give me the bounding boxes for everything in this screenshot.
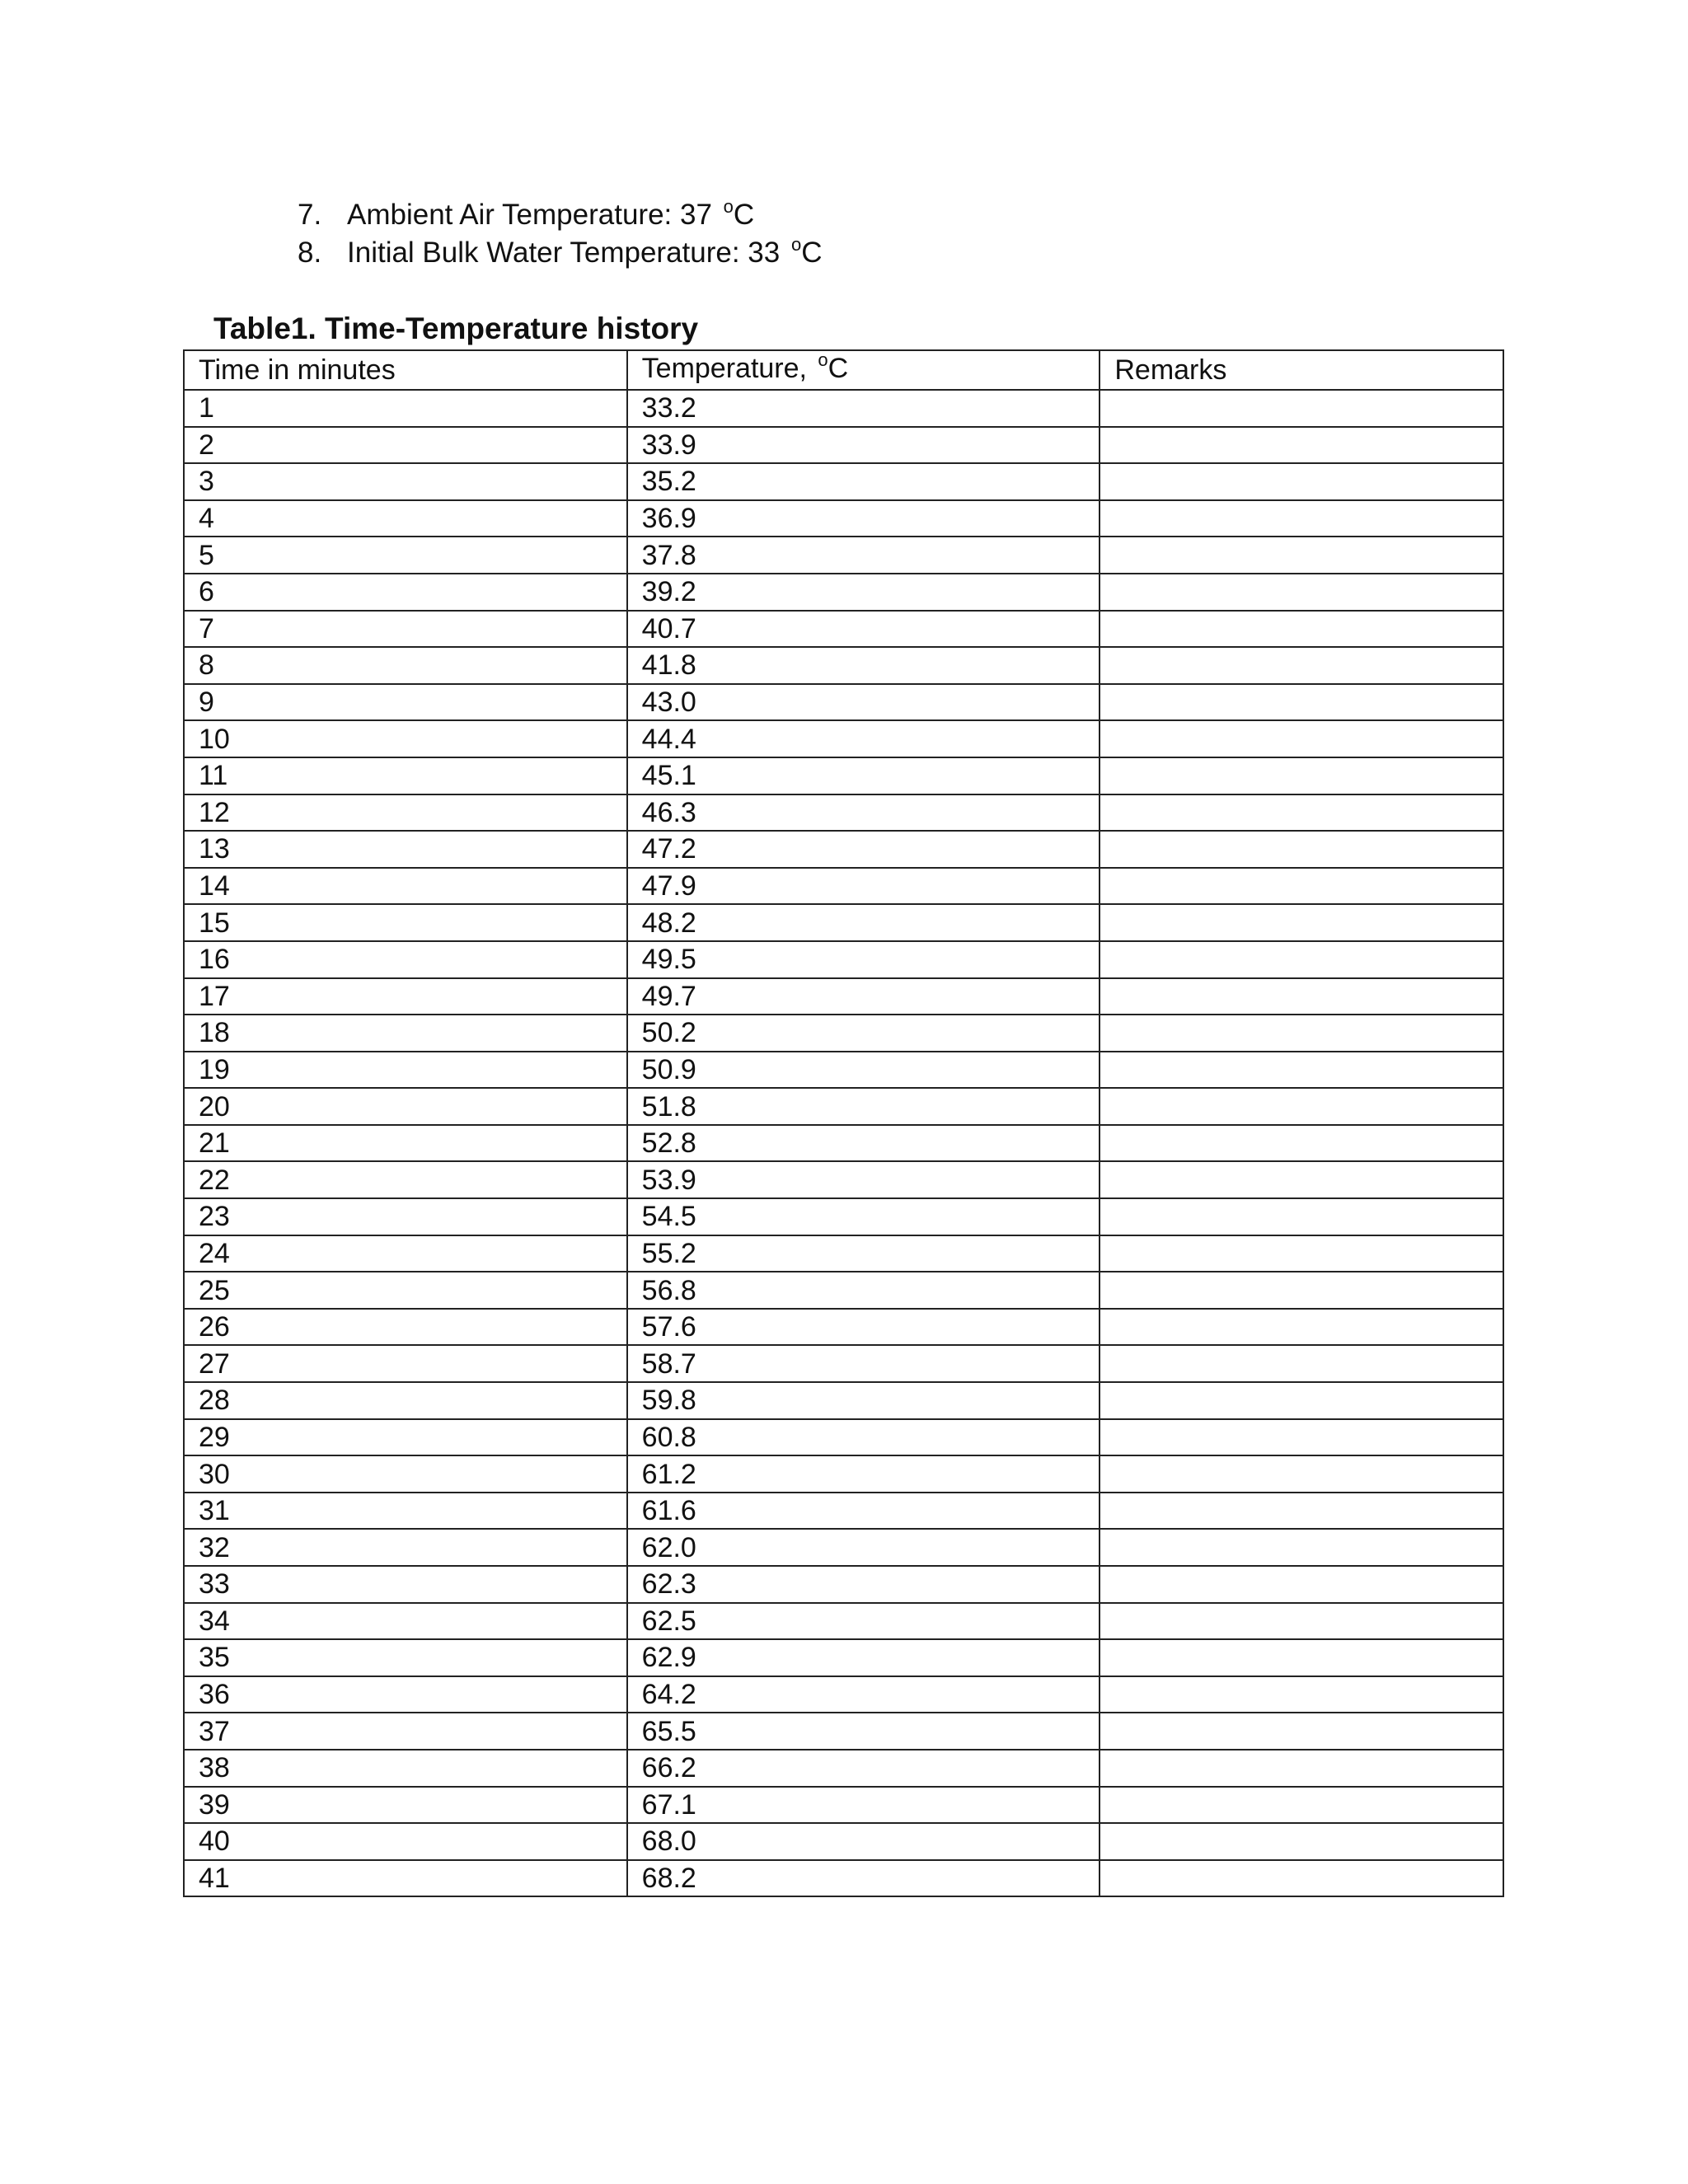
table-row — [184, 1052, 1503, 1089]
time-cell: 10 — [184, 720, 627, 757]
time-cell: 36 — [184, 1676, 627, 1713]
temperature-cell: 53.9 — [627, 1161, 1100, 1198]
table-row — [184, 1161, 1503, 1198]
table-row — [184, 1455, 1503, 1493]
temperature-cell: 61.2 — [627, 1455, 1100, 1493]
time-cell: 21 — [184, 1125, 627, 1162]
table-row — [184, 978, 1503, 1015]
remarks-cell — [1100, 941, 1503, 978]
temperature-cell: 55.2 — [627, 1235, 1100, 1272]
time-cell: 13 — [184, 831, 627, 868]
remarks-cell — [1100, 1382, 1503, 1419]
time-cell: 1 — [184, 390, 627, 427]
table-row — [184, 611, 1503, 648]
list-text-main: Initial Bulk Water Temperature: 33 — [347, 237, 788, 269]
table-row — [184, 1823, 1503, 1860]
table-row — [184, 831, 1503, 868]
remarks-cell — [1100, 1603, 1503, 1640]
temperature-cell: 68.2 — [627, 1860, 1100, 1897]
time-cell: 5 — [184, 537, 627, 574]
remarks-cell — [1100, 1272, 1503, 1309]
time-cell: 12 — [184, 794, 627, 832]
remarks-cell — [1100, 1345, 1503, 1382]
temperature-cell: 44.4 — [627, 720, 1100, 757]
time-cell: 38 — [184, 1750, 627, 1787]
time-cell: 33 — [184, 1566, 627, 1603]
temperature-cell: 68.0 — [627, 1823, 1100, 1860]
remarks-cell — [1100, 500, 1503, 537]
remarks-cell — [1100, 427, 1503, 464]
time-cell: 20 — [184, 1088, 627, 1125]
remarks-cell — [1100, 720, 1503, 757]
remarks-cell — [1100, 574, 1503, 611]
temperature-cell: 51.8 — [627, 1088, 1100, 1125]
remarks-cell — [1100, 537, 1503, 574]
table-row — [184, 463, 1503, 500]
temperature-cell: 61.6 — [627, 1493, 1100, 1530]
table-row — [184, 1419, 1503, 1456]
table-row — [184, 1015, 1503, 1052]
time-cell: 28 — [184, 1382, 627, 1419]
time-cell: 6 — [184, 574, 627, 611]
temperature-cell: 57.6 — [627, 1309, 1100, 1346]
remarks-cell — [1100, 1750, 1503, 1787]
temperature-cell: 49.7 — [627, 978, 1100, 1015]
time-cell: 41 — [184, 1860, 627, 1897]
temperature-cell: 64.2 — [627, 1676, 1100, 1713]
table-row — [184, 1750, 1503, 1787]
temperature-cell: 49.5 — [627, 941, 1100, 978]
table-row — [184, 537, 1503, 574]
temperature-cell: 60.8 — [627, 1419, 1100, 1456]
table-row — [184, 1787, 1503, 1824]
table-row — [184, 1603, 1503, 1640]
time-temperature-table — [183, 349, 1504, 1897]
table-row — [184, 1088, 1503, 1125]
time-cell: 3 — [184, 463, 627, 500]
list-item-initial-water-temp — [298, 234, 823, 272]
unit-label: C — [801, 237, 823, 269]
remarks-cell — [1100, 390, 1503, 427]
remarks-cell — [1100, 684, 1503, 721]
temperature-cell: 50.9 — [627, 1052, 1100, 1089]
remarks-cell — [1100, 904, 1503, 941]
remarks-cell — [1100, 978, 1503, 1015]
remarks-cell — [1100, 463, 1503, 500]
table-row — [184, 1639, 1503, 1676]
temperature-cell: 47.2 — [627, 831, 1100, 868]
list-text-main: Ambient Air Temperature: 37 — [347, 199, 720, 231]
remarks-cell — [1100, 1823, 1503, 1860]
temperature-cell: 58.7 — [627, 1345, 1100, 1382]
temperature-cell: 33.9 — [627, 427, 1100, 464]
list-number: 8. — [298, 237, 322, 269]
time-cell: 32 — [184, 1529, 627, 1566]
table-row — [184, 1676, 1503, 1713]
temperature-cell: 39.2 — [627, 574, 1100, 611]
time-cell: 24 — [184, 1235, 627, 1272]
time-cell: 26 — [184, 1309, 627, 1346]
temperature-cell: 37.8 — [627, 537, 1100, 574]
time-cell: 27 — [184, 1345, 627, 1382]
time-cell: 17 — [184, 978, 627, 1015]
remarks-cell — [1100, 1676, 1503, 1713]
table-row — [184, 868, 1503, 905]
remarks-cell — [1100, 868, 1503, 905]
table-body — [184, 350, 1503, 1896]
time-cell: 22 — [184, 1161, 627, 1198]
temperature-cell: 43.0 — [627, 684, 1100, 721]
table-row — [184, 1529, 1503, 1566]
time-cell: 39 — [184, 1787, 627, 1824]
time-cell: 35 — [184, 1639, 627, 1676]
header-time: Time in minutes — [184, 350, 627, 390]
time-cell: 15 — [184, 904, 627, 941]
table-row — [184, 1860, 1503, 1897]
table-row — [184, 720, 1503, 757]
header-remarks: Remarks — [1100, 350, 1503, 390]
list-number: 7. — [298, 199, 322, 231]
time-cell: 8 — [184, 647, 627, 684]
temperature-cell: 52.8 — [627, 1125, 1100, 1162]
table-row — [184, 427, 1503, 464]
temperature-cell: 36.9 — [627, 500, 1100, 537]
remarks-cell — [1100, 1713, 1503, 1750]
table-row — [184, 684, 1503, 721]
temperature-cell: 45.1 — [627, 757, 1100, 794]
remarks-cell — [1100, 1125, 1503, 1162]
table-row — [184, 941, 1503, 978]
time-cell: 31 — [184, 1493, 627, 1530]
temperature-cell: 41.8 — [627, 647, 1100, 684]
remarks-cell — [1100, 1419, 1503, 1456]
remarks-cell — [1100, 1052, 1503, 1089]
header-temperature-unit: C — [828, 353, 849, 384]
time-cell: 40 — [184, 1823, 627, 1860]
table-row — [184, 904, 1503, 941]
degree-superscript: o — [818, 350, 828, 370]
time-cell: 34 — [184, 1603, 627, 1640]
table-row — [184, 647, 1503, 684]
temperature-cell: 40.7 — [627, 611, 1100, 648]
table-header-row — [184, 350, 1503, 390]
time-cell: 23 — [184, 1198, 627, 1235]
time-cell: 2 — [184, 427, 627, 464]
header-temperature-text: Temperature, — [641, 353, 815, 384]
time-cell: 11 — [184, 757, 627, 794]
table-row — [184, 1566, 1503, 1603]
remarks-cell — [1100, 1639, 1503, 1676]
remarks-cell — [1100, 647, 1503, 684]
remarks-cell — [1100, 1198, 1503, 1235]
temperature-cell: 59.8 — [627, 1382, 1100, 1419]
table-row — [184, 1309, 1503, 1346]
table-row — [184, 757, 1503, 794]
table-row — [184, 1198, 1503, 1235]
time-cell: 9 — [184, 684, 627, 721]
temperature-cell: 67.1 — [627, 1787, 1100, 1824]
time-cell: 30 — [184, 1455, 627, 1493]
time-cell: 4 — [184, 500, 627, 537]
parameter-list — [298, 196, 823, 272]
remarks-cell — [1100, 1309, 1503, 1346]
temperature-cell: 35.2 — [627, 463, 1100, 500]
temperature-cell: 46.3 — [627, 794, 1100, 832]
time-cell: 29 — [184, 1419, 627, 1456]
time-cell: 25 — [184, 1272, 627, 1309]
temperature-cell: 62.3 — [627, 1566, 1100, 1603]
table-row — [184, 1493, 1503, 1530]
table-caption: Table1. Time-Temperature history — [213, 312, 699, 345]
table-row — [184, 500, 1503, 537]
temperature-cell: 62.0 — [627, 1529, 1100, 1566]
temperature-cell: 65.5 — [627, 1713, 1100, 1750]
remarks-cell — [1100, 1529, 1503, 1566]
remarks-cell — [1100, 1161, 1503, 1198]
remarks-cell — [1100, 794, 1503, 832]
time-cell: 14 — [184, 868, 627, 905]
remarks-cell — [1100, 1455, 1503, 1493]
remarks-cell — [1100, 611, 1503, 648]
temperature-cell: 47.9 — [627, 868, 1100, 905]
temperature-cell: 66.2 — [627, 1750, 1100, 1787]
table-row — [184, 794, 1503, 832]
list-text — [347, 196, 754, 237]
table-row — [184, 1713, 1503, 1750]
remarks-cell — [1100, 1015, 1503, 1052]
remarks-cell — [1100, 1493, 1503, 1530]
unit-label: C — [733, 199, 755, 231]
degree-superscript: o — [723, 196, 734, 217]
time-cell: 16 — [184, 941, 627, 978]
table-row — [184, 1345, 1503, 1382]
remarks-cell — [1100, 1860, 1503, 1897]
temperature-cell: 56.8 — [627, 1272, 1100, 1309]
remarks-cell — [1100, 1088, 1503, 1125]
table-row — [184, 1382, 1503, 1419]
table-row — [184, 390, 1503, 427]
temperature-cell: 62.5 — [627, 1603, 1100, 1640]
table-row — [184, 1235, 1503, 1272]
table-row — [184, 1272, 1503, 1309]
temperature-cell: 48.2 — [627, 904, 1100, 941]
time-cell: 37 — [184, 1713, 627, 1750]
temperature-cell: 50.2 — [627, 1015, 1100, 1052]
remarks-cell — [1100, 1235, 1503, 1272]
table-row — [184, 574, 1503, 611]
time-cell: 7 — [184, 611, 627, 648]
degree-superscript: o — [790, 234, 802, 255]
time-cell: 18 — [184, 1015, 627, 1052]
table-row — [184, 1125, 1503, 1162]
time-cell: 19 — [184, 1052, 627, 1089]
header-temperature — [627, 350, 1100, 390]
remarks-cell — [1100, 831, 1503, 868]
remarks-cell — [1100, 1566, 1503, 1603]
temperature-cell: 62.9 — [627, 1639, 1100, 1676]
remarks-cell — [1100, 1787, 1503, 1824]
list-item-ambient-temp — [298, 196, 823, 234]
list-text — [347, 234, 823, 275]
remarks-cell — [1100, 757, 1503, 794]
temperature-cell: 33.2 — [627, 390, 1100, 427]
temperature-cell: 54.5 — [627, 1198, 1100, 1235]
